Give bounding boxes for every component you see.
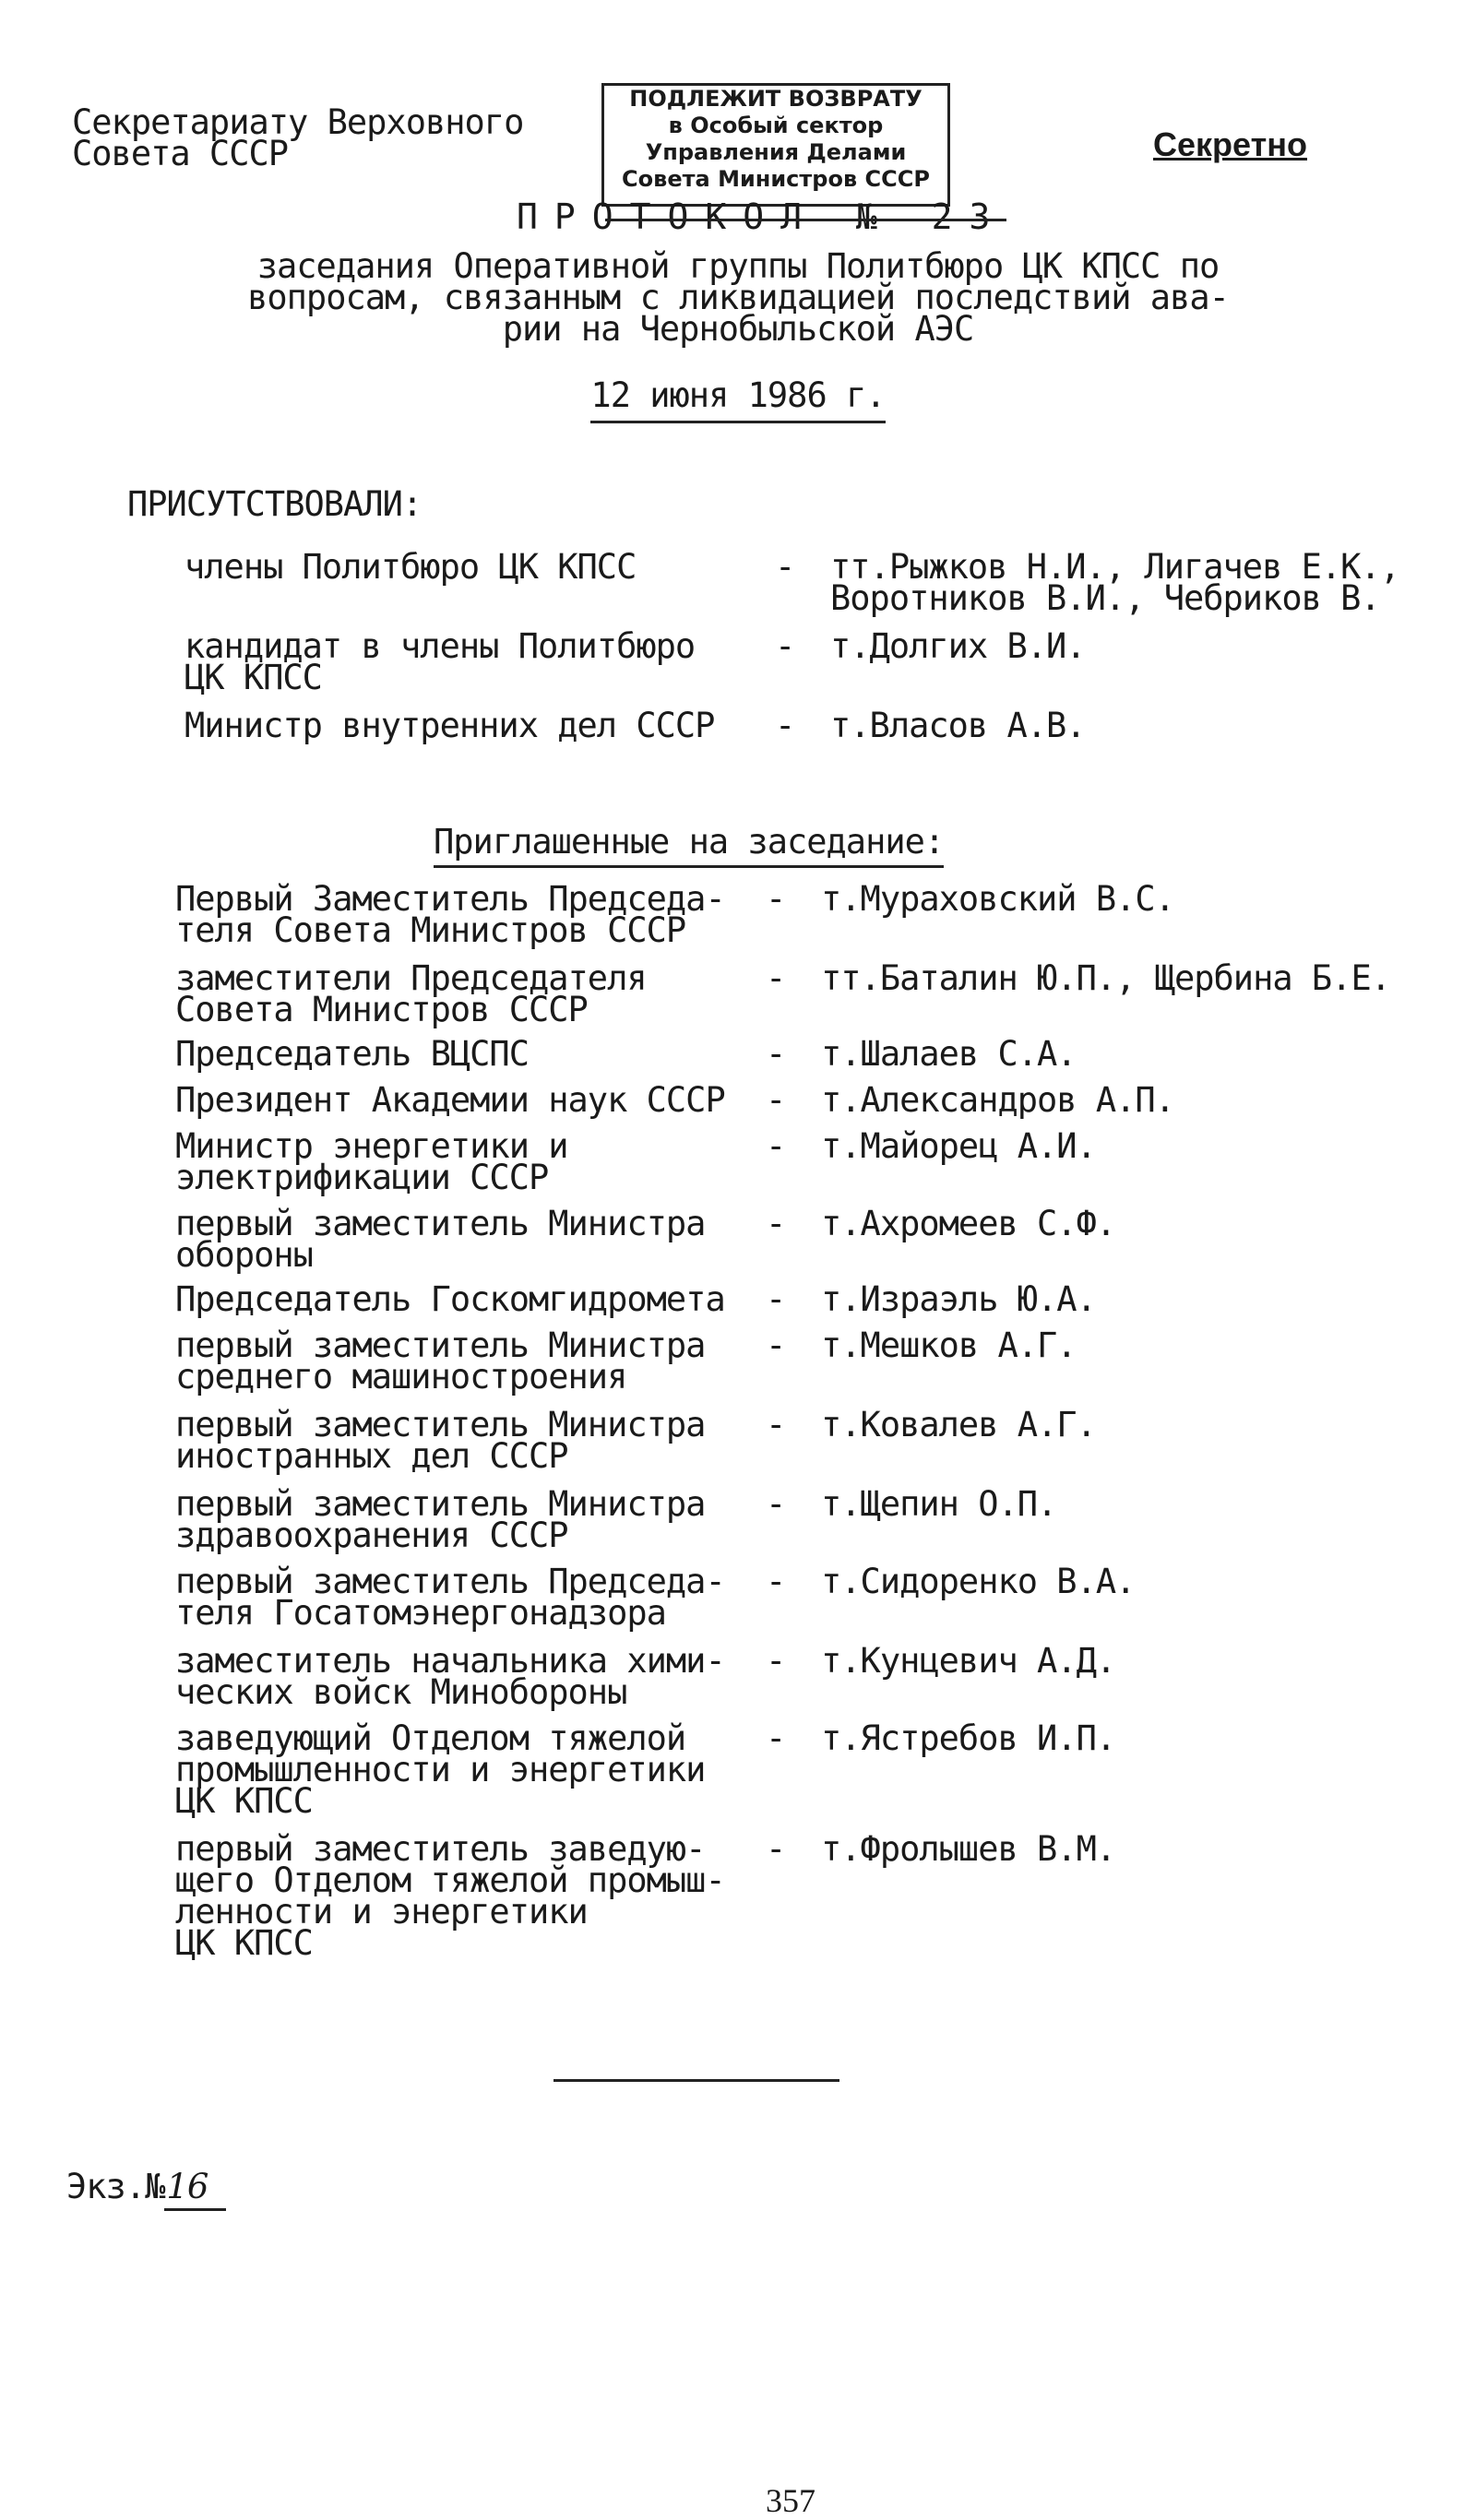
classification-mark: Секретно: [1153, 125, 1307, 163]
role-line: Президент Академии наук СССР: [175, 1080, 725, 1120]
attendee-role: [175, 1080, 766, 1120]
protocol-title: ПРОТОКОЛ № 23: [517, 196, 1007, 237]
attendee-role: [175, 1484, 766, 1555]
role-line: Первый Заместитель Председа-: [175, 879, 725, 919]
dash: -: [766, 1641, 786, 1681]
role-line: первый заместитель Министра: [175, 1405, 706, 1444]
role-line: заведующий Отделом тяжелой: [175, 1718, 686, 1758]
name-line: т.Майорец А.И.: [821, 1126, 1096, 1166]
heading-line: заседания Оперативной группы Политбюро ЦК КПСС по: [256, 246, 1220, 286]
dash: -: [775, 626, 795, 666]
role-line: первый заместитель Министра: [175, 1484, 706, 1524]
name-line: тт.Баталин Ю.П., Щербина Б.Е.: [821, 958, 1391, 998]
role-line: Совета Министров СССР: [175, 990, 588, 1029]
role-line: Министр энергетики и: [175, 1126, 568, 1166]
role-line: ЦК КПСС: [175, 1923, 313, 1963]
attendee-names: [821, 1562, 1136, 1601]
role-line: ленности и энергетики: [175, 1892, 588, 1932]
stamp-line: ПОДЛЕЖИТ ВОЗВРАТУ: [629, 86, 922, 112]
addressee-line: Секретариату Верховного: [72, 102, 524, 142]
role-line: электрификации СССР: [175, 1158, 549, 1197]
dash: -: [766, 1034, 786, 1074]
role-line: заместитель начальника хими-: [175, 1641, 725, 1681]
attendee-names: [821, 958, 1391, 998]
role-line: Председатель ВЦСПС: [175, 1034, 529, 1074]
name-line: т.Ахромеев С.Ф.: [821, 1204, 1116, 1243]
attendee-role: [175, 1829, 766, 1963]
heading-line: рии на Чернобыльской АЭС: [502, 309, 974, 349]
attendee-role: [175, 1405, 766, 1476]
dash: -: [766, 1279, 786, 1319]
name-line: т.Сидоренко В.А.: [821, 1562, 1136, 1601]
attendee-role: [184, 626, 775, 697]
addressee-block: [72, 102, 524, 173]
meeting-date: 12 июня 1986 г.: [517, 380, 959, 411]
role-line: иностранных дел СССР: [175, 1436, 568, 1476]
name-line: т.Александров А.П.: [821, 1080, 1174, 1120]
attendee-names: [821, 1126, 1096, 1166]
dash: -: [766, 879, 786, 919]
attendee-names: [830, 706, 1086, 745]
attendee-names: [830, 547, 1400, 618]
attendee-names: [821, 1718, 1116, 1758]
meeting-heading: [166, 246, 1310, 349]
dash: -: [766, 1204, 786, 1243]
name-line: тт.Рыжков Н.И., Лигачев Е.К.,: [830, 547, 1400, 587]
name-line: Воротников В.И., Чебриков В.: [830, 578, 1380, 618]
attendee-role: [175, 1325, 766, 1397]
name-line: т.Щепин О.П.: [821, 1484, 1057, 1524]
attendee-role: [175, 958, 766, 1029]
attendee-role: [175, 1562, 766, 1633]
name-line: т.Долгих В.И.: [830, 626, 1086, 666]
copy-number: Экз.№16: [66, 2171, 226, 2203]
attendee-names: [821, 1080, 1174, 1120]
role-line: заместители Председателя: [175, 958, 647, 998]
stamp-line: Управления Делами: [645, 139, 907, 165]
attendee-names: [821, 1829, 1116, 1869]
dash: -: [766, 1484, 786, 1524]
role-line: теля Госатомэнергонадзора: [175, 1593, 666, 1633]
attendee-names: [821, 1204, 1116, 1243]
heading-line: вопросам, связанным с ликвидацией последствий ава-: [247, 278, 1229, 317]
attendee-role: [175, 1279, 766, 1319]
role-line: обороны: [175, 1235, 313, 1275]
attendee-names: [821, 1405, 1096, 1444]
role-line: среднего машиностроения: [175, 1357, 627, 1397]
page-number: 357: [766, 2482, 815, 2519]
dash: -: [766, 1718, 786, 1758]
role-line: первый заместитель Министра: [175, 1325, 706, 1365]
role-line: теля Совета Министров СССР: [175, 910, 686, 950]
attendee-role: [175, 1126, 766, 1197]
invited-label: Приглашенные на заседание:: [434, 826, 944, 858]
attendee-role: [184, 706, 775, 745]
stamp-line: в Особый сектор: [668, 113, 884, 138]
present-label: ПРИСУТСТВОВАЛИ:: [127, 484, 423, 524]
role-line: ЦК КПСС: [175, 1781, 313, 1821]
attendee-role: [175, 1641, 766, 1712]
role-line: Министр внутренних дел СССР: [184, 706, 715, 745]
attendee-names: [821, 879, 1174, 919]
dash: -: [775, 706, 795, 745]
dash: -: [766, 958, 786, 998]
name-line: т.Власов А.В.: [830, 706, 1086, 745]
role-line: первый заместитель Министра: [175, 1204, 706, 1243]
name-line: т.Мураховский В.С.: [821, 879, 1174, 919]
dash: -: [766, 1562, 786, 1601]
role-line: первый заместитель Председа-: [175, 1562, 725, 1601]
role-line: первый заместитель заведую-: [175, 1829, 706, 1869]
role-line: ЦК КПСС: [184, 658, 322, 697]
role-line: члены Политбюро ЦК КПСС: [184, 547, 637, 587]
addressee-line: Совета СССР: [72, 134, 289, 173]
name-line: т.Ястребов И.П.: [821, 1718, 1116, 1758]
attendee-names: [830, 626, 1086, 666]
return-stamp: [601, 83, 950, 207]
attendee-role: [175, 879, 766, 950]
attendee-role: [175, 1204, 766, 1275]
dash: -: [766, 1126, 786, 1166]
dash: -: [766, 1080, 786, 1120]
dash: -: [766, 1829, 786, 1869]
attendee-role: [184, 547, 775, 587]
name-line: т.Израэль Ю.А.: [821, 1279, 1096, 1319]
name-line: т.Ковалев А.Г.: [821, 1405, 1096, 1444]
attendee-names: [821, 1325, 1077, 1365]
name-line: т.Кунцевич А.Д.: [821, 1641, 1116, 1681]
role-line: ческих войск Минобороны: [175, 1672, 627, 1712]
role-line: Председатель Госкомгидромета: [175, 1279, 725, 1319]
dash: -: [775, 547, 795, 587]
name-line: т.Мешков А.Г.: [821, 1325, 1077, 1365]
role-line: щего Отделом тяжелой промыш-: [175, 1860, 725, 1900]
attendee-names: [821, 1484, 1057, 1524]
divider-line: [554, 2079, 839, 2082]
stamp-line: Совета Министров СССР: [622, 166, 930, 192]
attendee-names: [821, 1641, 1116, 1681]
attendee-role: [175, 1718, 766, 1821]
role-line: кандидат в члены Политбюро: [184, 626, 696, 666]
dash: -: [766, 1325, 786, 1365]
name-line: т.Фролышев В.М.: [821, 1829, 1116, 1869]
attendee-role: [175, 1034, 766, 1074]
role-line: промышленности и энергетики: [175, 1750, 706, 1789]
attendee-names: [821, 1279, 1096, 1319]
attendee-names: [821, 1034, 1077, 1074]
dash: -: [766, 1405, 786, 1444]
role-line: здравоохранения СССР: [175, 1516, 568, 1555]
name-line: т.Шалаев С.А.: [821, 1034, 1077, 1074]
